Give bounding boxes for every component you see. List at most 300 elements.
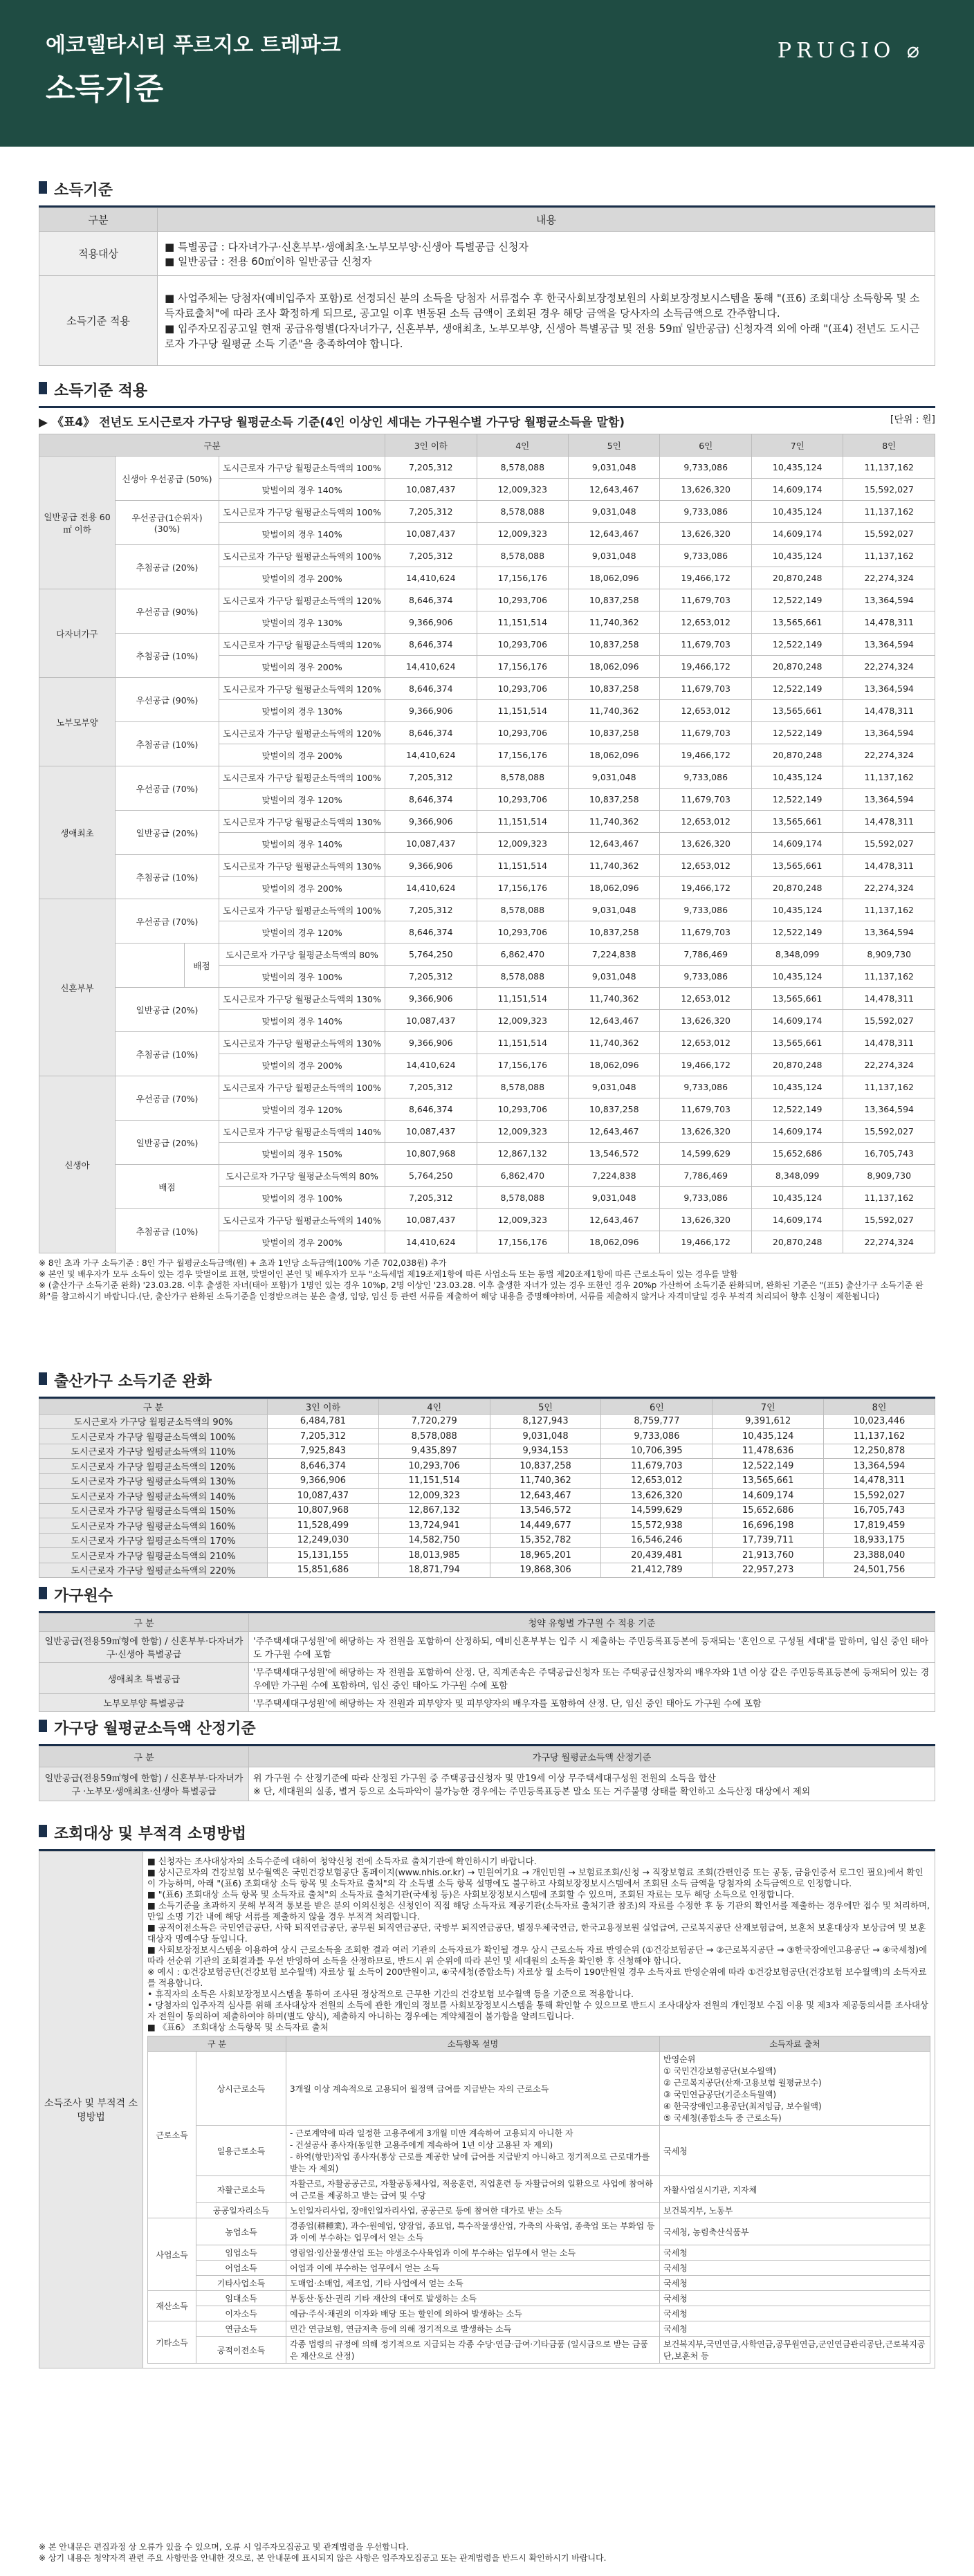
col-header: 구분 (39, 434, 385, 457)
criteria-label: 도시근로자 가구당 월평균소득액의 100% (219, 766, 385, 789)
birth-relaxation-table (39, 1399, 935, 1578)
source-line: 자활사업실시기관, 지자체 (663, 2184, 757, 2195)
item-description (286, 2218, 660, 2245)
income-value: 15,851,686 (268, 1563, 379, 1578)
item-source (660, 2306, 930, 2321)
income-value: 12,643,467 (569, 1010, 660, 1032)
income-value: 10,293,706 (477, 589, 568, 611)
item-source (660, 2321, 930, 2337)
income-value: 12,653,012 (601, 1473, 713, 1489)
income-value: 12,867,132 (477, 1143, 568, 1165)
income-value: 13,565,661 (751, 611, 843, 634)
income-value: 10,023,446 (824, 1414, 935, 1429)
income-value: 15,131,155 (268, 1548, 379, 1563)
income-value: 9,031,048 (569, 899, 660, 921)
source-line: 국세청 (663, 2309, 688, 2319)
table-row (39, 1165, 935, 1187)
income-value: 19,466,172 (660, 567, 751, 589)
income-value: 12,653,012 (660, 811, 751, 833)
table-row (39, 988, 935, 1010)
income-value: 20,870,248 (751, 567, 843, 589)
table-row (148, 2261, 930, 2276)
income-value: 17,156,176 (477, 567, 568, 589)
income-value: 16,705,743 (824, 1503, 935, 1518)
income-value: 9,031,048 (569, 966, 660, 988)
col-header: 구 분 (39, 1614, 249, 1632)
section-income-standard (39, 178, 935, 366)
income-value: 11,151,514 (477, 855, 568, 877)
criteria-label: 도시근로자 가구당 월평균소득액의 220% (39, 1563, 268, 1578)
income-value: 9,733,086 (660, 1187, 751, 1209)
criteria-label: 맞벌이의 경우 130% (219, 700, 385, 722)
income-value: 8,578,088 (477, 457, 568, 479)
income-value: 14,609,174 (751, 523, 843, 545)
criteria-label: 도시근로자 가구당 월평균소득액의 120% (219, 589, 385, 611)
criteria-label: 맞벌이의 경우 140% (219, 1010, 385, 1032)
income-value: 9,435,897 (378, 1444, 490, 1459)
income-value: 15,572,938 (601, 1518, 713, 1534)
sub-label: 우선공급 (70%) (116, 766, 219, 811)
table-row (39, 1533, 935, 1548)
income-value: 14,609,174 (751, 833, 843, 855)
income-value: 7,786,469 (660, 1165, 751, 1187)
income-value: 22,274,324 (843, 1054, 935, 1076)
income-value: 15,592,027 (843, 1010, 935, 1032)
income-value: 10,435,124 (751, 766, 843, 789)
item-source (660, 2218, 930, 2245)
income-value: 9,031,048 (490, 1429, 601, 1444)
sub-label: 추첨공급 (10%) (116, 634, 219, 678)
income-value: 5,764,250 (385, 944, 477, 966)
income-value: 7,925,843 (268, 1444, 379, 1459)
income-value: 7,205,312 (385, 966, 477, 988)
income-value: 14,478,311 (843, 988, 935, 1010)
income-value: 15,592,027 (843, 833, 935, 855)
income-value: 5,764,250 (385, 1165, 477, 1187)
income-value: 8,646,374 (385, 789, 477, 811)
footer-notes (39, 2541, 606, 2564)
row-line: ■ 입주자모집공고일 현재 공급유형별(다자녀가구, 신혼부부, 생애최초, 노부모부양, 신생아 특별공급 및 전용 59㎡ 일반공급) 신청자격 외에 아래 "(표4) 전년도 도시근로자 가구당 월평균 소득 기준"을 충족하여야 합니다. (165, 322, 920, 350)
col-header: 내용 (158, 208, 935, 232)
sub-label: 우선공급 (70%) (116, 899, 219, 944)
table-row (39, 634, 935, 656)
note: ※ 8인 초과 가구 소득기준 : 8인 가구 월평균소득금액(원) + 초과 1인당 소득금액(100% 기준 702,038원) 추가 (39, 1258, 447, 1268)
col-header: 6인 (601, 1399, 713, 1415)
income-value: 12,643,467 (569, 523, 660, 545)
income-value: 11,740,362 (569, 611, 660, 634)
table-row (148, 2052, 930, 2126)
footer-note: ※ 본 안내문은 편집과정 상 오류가 있을 수 있으며, 오류 시 입주자모집공고 및 관계법령을 우선합니다. (39, 2542, 409, 2552)
income-value: 19,466,172 (660, 877, 751, 899)
bullet-item: ■ 공적이전소득은 국민연금공단, 사학 퇴직연금공단, 공무원 퇴직연금공단, 국방부 퇴직연금공단, 별정우체국연금, 한국고용정보원 실업급여, 근로복지공단 산재보험급여, 보훈처 보훈대상자 보상금여 및 보훈대상자 명예수당 등입니다. (147, 1922, 926, 1944)
income-value: 9,031,048 (569, 1076, 660, 1098)
brand-logo: PRUGIO ⌀ (777, 39, 924, 63)
income-value: 20,439,481 (601, 1548, 713, 1563)
col-header: 5인 (490, 1399, 601, 1415)
income-value: 12,009,323 (477, 1121, 568, 1143)
income-value: 14,599,629 (601, 1503, 713, 1518)
criteria-label: 맞벌이의 경우 200% (219, 1054, 385, 1076)
table-row (39, 678, 935, 700)
income-value: 15,592,027 (843, 1209, 935, 1231)
side-label: 소득조사 및 부적격 소명방법 (39, 1852, 143, 2368)
income-value: 23,388,040 (824, 1548, 935, 1563)
income-value: 8,909,730 (843, 1165, 935, 1187)
income-value: 10,837,258 (569, 589, 660, 611)
income-value: 12,522,149 (713, 1459, 824, 1474)
item-label: 이자소득 (196, 2306, 286, 2321)
income-value: 13,724,941 (378, 1518, 490, 1534)
income-value: 9,733,086 (660, 501, 751, 523)
criteria-label: 도시근로자 가구당 월평균소득액의 80% (219, 944, 385, 966)
item-source (660, 2337, 930, 2364)
section-title: 조회대상 및 부적격 소명방법 (39, 1822, 935, 1843)
criteria-label: 도시근로자 가구당 월평균소득액의 210% (39, 1548, 268, 1563)
income-value: 10,837,258 (569, 1098, 660, 1121)
col-header: 소득항목 설명 (286, 2036, 660, 2052)
section-birth-relaxation (39, 1370, 935, 1578)
income-value: 20,870,248 (751, 877, 843, 899)
income-value: 11,679,703 (601, 1459, 713, 1474)
income-value: 15,352,782 (490, 1533, 601, 1548)
table-row (148, 2337, 930, 2364)
desc-line: 각종 법령의 규정에 의해 정기적으로 지급되는 각종 수당·연금·급여·기타금품 (일시금으로 받는 금품은 재산으로 산정) (290, 2339, 648, 2361)
item-label: 임대소득 (196, 2291, 286, 2306)
income-value: 19,868,306 (490, 1563, 601, 1578)
criteria-label: 도시근로자 가구당 월평균소득액의 160% (39, 1518, 268, 1534)
col-header: 5인 (569, 434, 660, 457)
source-line: ① 국민건강보험공단(보수월액) (663, 2066, 777, 2076)
bullet-item: ■ 신청자는 조사대상자의 소득수준에 대하여 청약신청 전에 소득자료 출처기관에 확인하시기 바랍니다. (147, 1856, 537, 1866)
category-label: 근로소득 (148, 2052, 196, 2218)
income-value: 10,087,437 (268, 1489, 379, 1504)
income-value: 9,733,086 (660, 457, 751, 479)
criteria-label: 맞벌이의 경우 120% (219, 1098, 385, 1121)
criteria-label: 맞벌이의 경우 200% (219, 1231, 385, 1253)
income-value: 9,366,906 (385, 811, 477, 833)
income-value: 10,837,258 (569, 921, 660, 944)
desc-line: 영림업·임산물생산업 또는 야생조수사육업과 이에 부수하는 업무에서 얻는 소득 (290, 2248, 576, 2258)
income-value: 22,274,324 (843, 744, 935, 766)
income-value: 7,205,312 (385, 457, 477, 479)
table-row (39, 1429, 935, 1444)
income-value: 9,934,153 (490, 1444, 601, 1459)
criteria-label: 도시근로자 가구당 월평균소득액의 120% (219, 634, 385, 656)
table-row (39, 501, 935, 523)
criteria-label: 도시근로자 가구당 월평균소득액의 130% (39, 1473, 268, 1489)
income-value: 8,646,374 (385, 1098, 477, 1121)
income-value: 9,366,906 (385, 1032, 477, 1054)
item-description (286, 2052, 660, 2126)
criteria-label: 맞벌이의 경우 120% (219, 921, 385, 944)
desc-line: 3개월 이상 계속적으로 고용되어 월정액 급여를 지급받는 자의 근로소득 (290, 2083, 549, 2094)
bullet-item: ■ 상시근로자의 건강보험 보수월액은 국민건강보험공단 홈페이지(www.nhis.or.kr) → 민원여기요 → 개인민원 → 보험료조회/신청 → 직장보험료 조회(간편인증 또는 공동, 금융인증서 로그인 필요)에서 확인이 가능하며, 아래 "(표6) 조회대상 소득 항목 및 소득자료 출처"의 각 소득별 소득 항목 설명에도 불구하고 사회보장정보시스템에서 조회된 소득 금액을 당첨자의 소득금액으로 인정합니다. (147, 1867, 924, 1888)
sub-label: 우선공급 (90%) (116, 678, 219, 722)
row-label: 일반공급(전용59㎡형에 한함) / 신혼부부·다자녀가구 ·노부모·생애최초·신생아 특별공급 (39, 1767, 249, 1801)
income-value: 10,087,437 (385, 1010, 477, 1032)
income-value: 12,522,149 (751, 789, 843, 811)
income-value: 8,578,088 (477, 1187, 568, 1209)
criteria-label: 맞벌이의 경우 100% (219, 1187, 385, 1209)
bullet-list (147, 1856, 930, 2033)
income-value: 9,733,086 (660, 766, 751, 789)
source-line: 보건복지부, 노동부 (663, 2206, 733, 2216)
income-value: 6,862,470 (477, 1165, 568, 1187)
group-label: 신혼부부 (39, 899, 116, 1076)
income-value: 15,592,027 (843, 479, 935, 501)
income-value: 12,522,149 (751, 722, 843, 744)
income-value: 15,592,027 (843, 523, 935, 545)
table-row (39, 1032, 935, 1054)
item-source (660, 2052, 930, 2126)
note: ※ (출산가구 소득기준 완화) '23.03.28. 이후 출생한 자녀(태아 포함)가 1명인 있는 경우 10%p, 2명 이상인 '23.03.28. 이후 출생한 자녀가 있는 경우 또한인 경우 20%p 가산하여 소득기준 완화되며, 완화된 기준은 "(표5) 출산가구 소득기준 완화"를 참고하시기 바랍니다.(단, 출산가구 완화된 소득기준을 인정받으려는 분은 출생, 입양, 임신 등 관련 서류를 제출하여 해당 내용을 증명해야하며, 서류를 제출하지 않거나 자격미달일 경우 부적격 처리되어 향후 신청이 제한됩니다) (39, 1280, 924, 1301)
income-value: 12,653,012 (660, 611, 751, 634)
income-value: 8,646,374 (385, 921, 477, 944)
table-row (39, 722, 935, 744)
sub-label: 우선공급 (70%) (116, 1076, 219, 1121)
row-value: '무주택세대구성원'에 해당하는 자 전원과 피부양자 및 피부양자의 배우자를 포함하여 산정. 단, 임신 중인 태아도 가구원 수에 포함 (249, 1694, 935, 1712)
criteria-label: 도시근로자 가구당 월평균소득액의 120% (219, 678, 385, 700)
income-value: 10,837,258 (569, 722, 660, 744)
source-line: 국세청 (663, 2279, 688, 2288)
income-value: 12,009,323 (477, 479, 568, 501)
income-value: 8,646,374 (385, 589, 477, 611)
desc-line: 경종업(耕種業), 과수·원예업, 양잠업, 종묘업, 특수작물생산업, 가축의 사육업, 종축업 또는 부화업 등과 이에 부수하는 업무에서 얻는 소득 (290, 2221, 655, 2243)
income-value: 13,565,661 (751, 811, 843, 833)
income-value: 12,643,467 (569, 1121, 660, 1143)
criteria-label: 도시근로자 가구당 월평균소득액의 120% (39, 1459, 268, 1474)
criteria-label: 맞벌이의 경우 140% (219, 833, 385, 855)
income-value: 12,522,149 (751, 678, 843, 700)
household-table (39, 1613, 935, 1712)
criteria-label: 맞벌이의 경우 140% (219, 479, 385, 501)
criteria-label: 도시근로자 가구당 월평균소득액의 140% (39, 1489, 268, 1504)
income-value: 12,009,323 (477, 1010, 568, 1032)
income-value: 12,867,132 (378, 1503, 490, 1518)
income-value: 11,137,162 (843, 966, 935, 988)
sub-label: 추첨공급 (10%) (116, 855, 219, 899)
item-source (660, 2176, 930, 2203)
income-value: 11,740,362 (569, 855, 660, 877)
income-value: 9,366,906 (385, 988, 477, 1010)
row-label: 일반공급(전용59㎡형에 한함) / 신혼부부·다자녀가구·신생아 특별공급 (39, 1632, 249, 1663)
sub-label: 우선공급 (90%) (116, 589, 219, 634)
income-value: 11,151,514 (477, 1032, 568, 1054)
income-value: 19,466,172 (660, 1054, 751, 1076)
income-value: 14,609,174 (751, 479, 843, 501)
income-value: 14,410,624 (385, 656, 477, 678)
income-value: 14,609,174 (751, 1121, 843, 1143)
income-value: 18,013,985 (378, 1548, 490, 1563)
income-value: 11,679,703 (660, 678, 751, 700)
income-value: 8,759,777 (601, 1414, 713, 1429)
income-value: 17,156,176 (477, 744, 568, 766)
sub-label (116, 944, 185, 988)
col-header: 7인 (751, 434, 843, 457)
col-header: 구분 (39, 208, 158, 232)
table-row (148, 2203, 930, 2218)
item-description (286, 2276, 660, 2291)
income-value: 10,837,258 (569, 634, 660, 656)
income-value: 14,410,624 (385, 567, 477, 589)
col-header: 3인 이하 (385, 434, 477, 457)
income-value: 14,410,624 (385, 877, 477, 899)
income-value: 12,522,149 (751, 589, 843, 611)
income-value: 19,466,172 (660, 744, 751, 766)
col-header: 소득자료 출처 (660, 2036, 930, 2052)
income-value: 14,609,174 (751, 1209, 843, 1231)
income-value: 9,391,612 (713, 1414, 824, 1429)
income-value: 14,478,311 (843, 700, 935, 722)
criteria-label: 맞벌이의 경우 130% (219, 611, 385, 634)
section-household-members (39, 1584, 935, 1712)
income-value: 14,478,311 (843, 611, 935, 634)
income-value: 12,009,323 (378, 1489, 490, 1504)
income-value: 13,364,594 (843, 634, 935, 656)
income-value: 9,733,086 (660, 899, 751, 921)
criteria-label: 도시근로자 가구당 월평균소득액의 110% (39, 1444, 268, 1459)
income-value: 13,546,572 (569, 1143, 660, 1165)
sub-label: 일반공급 (20%) (116, 1121, 219, 1165)
income-value: 13,364,594 (843, 678, 935, 700)
row-line: ■ 특별공급 : 다자녀가구·신혼부부·생애최초·노부모부양·신생아 특별공급 신청자 (165, 240, 529, 253)
desc-line: 노인일자리사업, 장애인일자리사업, 공공근로 등에 참여한 대가로 받는 소득 (290, 2206, 562, 2216)
income-value: 11,151,514 (477, 611, 568, 634)
income-value: 10,435,124 (751, 457, 843, 479)
income-value: 9,366,906 (268, 1473, 379, 1489)
income-value: 10,293,706 (477, 722, 568, 744)
income-value: 10,293,706 (477, 634, 568, 656)
income-value: 11,740,362 (569, 1032, 660, 1054)
income-value: 17,739,711 (713, 1533, 824, 1548)
item-label: 공공일자리소득 (196, 2203, 286, 2218)
income-value: 10,087,437 (385, 1121, 477, 1143)
income-value: 21,412,789 (601, 1563, 713, 1578)
section-title: 가구당 월평균소득액 산정기준 (39, 1717, 935, 1738)
category-label: 재산소득 (148, 2291, 196, 2321)
income-value: 8,646,374 (385, 678, 477, 700)
income-value: 12,249,030 (268, 1533, 379, 1548)
income-value: 9,031,048 (569, 766, 660, 789)
criteria-label: 맞벌이의 경우 120% (219, 789, 385, 811)
item-label: 임업소득 (196, 2245, 286, 2261)
col-header: 3인 이하 (268, 1399, 379, 1415)
income-value: 11,740,362 (569, 988, 660, 1010)
col-header: 4인 (477, 434, 568, 457)
desc-line: - 근로계약에 따라 일정한 고용주에게 3개월 미만 계속하여 고용되지 아니한 자 (290, 2128, 573, 2138)
income-value: 11,740,362 (569, 700, 660, 722)
desc-line: - 하역(항만)작업 종사자(통상 근로를 제공한 날에 급여를 지급받지 아니하고 정기적으로 근로대가를 받는 자 제외) (290, 2152, 650, 2173)
bullet-item: • 당첨자의 입주자격 심사를 위해 조사대상자 전원의 소득에 관한 개인의 정보를 사회보장정보시스템을 통해 확인할 수 있으므로 반드시 조사대상자 전원의 개인정보 수집 이용 및 제3자 제공동의서를 조사대상자 전원이 동의하여 제출하여야 하며(별도 양식), 제출하지 아니하는 경우에는 계약체결이 불가함을 알려드립니다. (147, 2000, 928, 2021)
income-value: 10,293,706 (477, 921, 568, 944)
income-value: 11,151,514 (477, 988, 568, 1010)
income-value: 13,565,661 (751, 700, 843, 722)
income-value: 9,733,086 (601, 1429, 713, 1444)
desc-line: 어업과 이에 부수하는 업무에서 얻는 소득 (290, 2263, 440, 2273)
note: ※ 본인 및 배우자가 모두 소득이 있는 경우 맞벌이로 표현, 맞벌이인 본인 및 배우자가 모두 "소득세법 제19조제1항에 따른 사업소득 또는 동법 제20조제1항에 따른 근로소득이 있는 경우를 말함 (39, 1269, 738, 1279)
income-value: 18,062,096 (569, 1231, 660, 1253)
income-value: 14,609,174 (751, 1010, 843, 1032)
income-value: 10,087,437 (385, 833, 477, 855)
criteria-label: 도시근로자 가구당 월평균소득액의 100% (39, 1429, 268, 1444)
table-row (148, 2306, 930, 2321)
income-value: 14,582,750 (378, 1533, 490, 1548)
item-description (286, 2126, 660, 2176)
income-value: 10,435,124 (751, 966, 843, 988)
income-value: 7,224,838 (569, 1165, 660, 1187)
income-value: 14,609,174 (713, 1489, 824, 1504)
item-description (286, 2176, 660, 2203)
income-value: 17,156,176 (477, 1231, 568, 1253)
col-header: 7인 (713, 1399, 824, 1415)
criteria-label: 맞벌이의 경우 200% (219, 877, 385, 899)
income-value: 9,733,086 (660, 1076, 751, 1098)
income-value: 15,592,027 (843, 1121, 935, 1143)
criteria-label: 맞벌이의 경우 200% (219, 744, 385, 766)
item-source (660, 2245, 930, 2261)
criteria-label: 도시근로자 가구당 월평균소득액의 130% (219, 855, 385, 877)
income-value: 12,250,878 (824, 1444, 935, 1459)
unit-label: [단위 : 원] (890, 414, 935, 425)
income-value: 9,366,906 (385, 855, 477, 877)
row-line: ■ 일반공급 : 전용 60㎡이하 일반공급 신청자 (165, 255, 372, 268)
income-value: 22,274,324 (843, 1231, 935, 1253)
income-value: 13,626,320 (601, 1489, 713, 1504)
income-value: 8,578,088 (477, 501, 568, 523)
col-header: 4인 (378, 1399, 490, 1415)
row-line: ■ 사업주체는 당첨자(예비입주자 포함)로 선정되신 분의 소득을 당첨자 서류접수 후 한국사회보장정보원의 사회보장정보시스템을 통해 "(표6) 조회대상 소득항목 및 소득자료출처"에 따라 조사 확정하게 되므로, 공고일 이후 변동된 소득 금액이 조회된 경우 해당 금액을 당사자의 소득금액으로 간주합니다. (165, 291, 920, 320)
income-value: 10,435,124 (751, 1187, 843, 1209)
income-value: 12,643,467 (569, 479, 660, 501)
income-value: 10,837,258 (569, 789, 660, 811)
table-row (39, 899, 935, 921)
income-value: 10,837,258 (490, 1459, 601, 1474)
table-row (39, 1489, 935, 1504)
source-line: 국세청 (663, 2248, 688, 2258)
sub-label: 신생아 우선공급 (50%) (116, 457, 219, 501)
income-value: 24,501,756 (824, 1563, 935, 1578)
criteria-label: 맞벌이의 경우 200% (219, 567, 385, 589)
income-value: 12,522,149 (751, 634, 843, 656)
income-value: 14,449,677 (490, 1518, 601, 1534)
income-value: 6,862,470 (477, 944, 568, 966)
criteria-label: 도시근로자 가구당 월평균소득액의 100% (219, 1076, 385, 1098)
income-value: 14,599,629 (660, 1143, 751, 1165)
income-value: 10,837,258 (569, 678, 660, 700)
income-value: 7,205,312 (385, 501, 477, 523)
income-value: 13,364,594 (843, 789, 935, 811)
income-value: 10,435,124 (751, 501, 843, 523)
item-label: 연금소득 (196, 2321, 286, 2337)
income-value: 21,913,760 (713, 1548, 824, 1563)
table-row (39, 1503, 935, 1518)
col-header: 6인 (660, 434, 751, 457)
income-value: 12,643,467 (490, 1489, 601, 1504)
table-row (148, 2276, 930, 2291)
category-label: 기타소득 (148, 2321, 196, 2364)
item-description (286, 2245, 660, 2261)
criteria-label: 도시근로자 가구당 월평균소득액의 130% (219, 1032, 385, 1054)
income-value: 7,786,469 (660, 944, 751, 966)
income-value: 11,137,162 (843, 1076, 935, 1098)
income-value: 13,364,594 (843, 921, 935, 944)
group-label: 노부모부양 (39, 678, 116, 766)
income-value: 11,679,703 (660, 921, 751, 944)
desc-line: 자활근로, 자활공공근로, 자활공동체사업, 적응훈련, 직업훈련 등 자활급여의 일환으로 사업에 참여하여 근로를 제공하고 받는 급여 및 수당 (290, 2179, 653, 2200)
section-verification (39, 1822, 935, 2368)
criteria-label: 도시근로자 가구당 월평균소득액의 130% (219, 988, 385, 1010)
bullet-item: ■ 《표6》 조회대상 소득항목 및 소득자료 출처 (147, 2022, 329, 2032)
